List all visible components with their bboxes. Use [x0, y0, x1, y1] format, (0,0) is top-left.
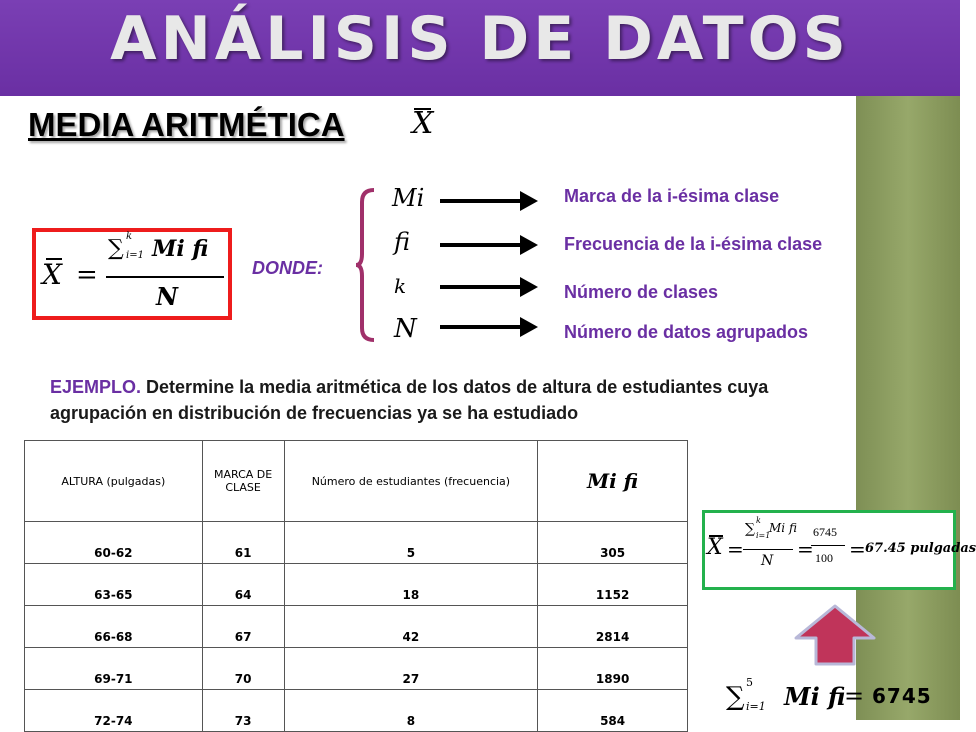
table-cell: 61 [202, 522, 284, 564]
formula-lhs-bar [46, 258, 62, 260]
table-cell: 1152 [538, 564, 688, 606]
sum-total-lower: i=1 [746, 700, 766, 713]
mean-formula-box [32, 228, 232, 320]
slide-title: ANÁLISIS DE DATOS [110, 4, 850, 74]
symbol-n: N [394, 314, 417, 344]
definition-k: Número de clases [564, 282, 719, 302]
table-cell: 2814 [538, 606, 688, 648]
table-cell: 67 [202, 606, 284, 648]
result-denominator: N [761, 553, 774, 569]
formula-sum-lower: i=1 [126, 250, 144, 261]
result-answer: 67.45 pulgadas [865, 541, 976, 556]
sum-total-equals: = [844, 682, 865, 710]
formula-numerator-terms: Mi fi [152, 236, 209, 262]
table-cell: 305 [538, 522, 688, 564]
arrow-right-icon [440, 274, 540, 300]
arrow-right-icon [440, 314, 540, 340]
table-row [25, 606, 688, 648]
result-fraction-bar-1 [743, 549, 793, 550]
result-formula-box [702, 510, 976, 590]
result-value-den: 100 [815, 551, 833, 565]
formula-fraction-bar [106, 276, 224, 278]
sum-total-symbol: ∑ [726, 682, 745, 712]
result-sum-lower: i=1 [756, 531, 771, 540]
table-row [25, 522, 688, 564]
table-cell: 27 [284, 648, 538, 690]
result-equals-1: = [727, 537, 744, 561]
table-cell: 70 [202, 648, 284, 690]
result-fraction-bar-2 [811, 545, 845, 546]
table-cell: 584 [538, 690, 688, 732]
table-row [25, 648, 688, 690]
column-header-altura: ALTURA (pulgadas) [25, 441, 203, 522]
definitions-bracket [356, 188, 376, 342]
definition-n: Número de datos agrupados [564, 322, 809, 342]
formula-lhs: X [42, 258, 62, 291]
symbol-k: k [394, 274, 407, 298]
table-cell: 42 [284, 606, 538, 648]
formula-sum-symbol: ∑ [108, 236, 124, 261]
table-cell: 72-74 [25, 690, 203, 732]
up-arrow-icon [794, 604, 876, 666]
sum-total-upper: 5 [746, 676, 753, 689]
definition-mi: Marca de la i-ésima clase [564, 186, 780, 206]
result-sum-upper: k [756, 516, 761, 525]
arrow-right-icon [440, 232, 540, 258]
table-cell: 8 [284, 690, 538, 732]
table-cell: 64 [202, 564, 284, 606]
result-equals-3: = [849, 537, 866, 561]
formula-equals: = [76, 260, 98, 290]
section-heading: MEDIA ARITMÉTICA [28, 106, 345, 143]
frequency-table [24, 440, 688, 732]
table-row [25, 564, 688, 606]
symbol-mi: Mi [392, 184, 425, 212]
table-cell: 18 [284, 564, 538, 606]
result-lhs-bar [709, 535, 723, 537]
table-cell: 73 [202, 690, 284, 732]
arrow-right-icon [440, 188, 540, 214]
sum-total-value: 6745 [872, 684, 932, 708]
sum-total-terms: Mi fi [784, 682, 846, 711]
formula-sum-upper: k [126, 231, 133, 242]
example-lead: EJEMPLO. [50, 377, 142, 397]
example-text: Determine la media aritmética de los datos de altura de estudiantes cuya agrupación en distribución de frecuencias ya se ha estudiado [50, 377, 769, 423]
result-sum-symbol: ∑ [745, 521, 755, 537]
donde-label: DONDE: [252, 258, 323, 278]
column-header-marca: MARCA DE CLASE [202, 441, 284, 522]
table-cell: 63-65 [25, 564, 203, 606]
table-cell: 60-62 [25, 522, 203, 564]
column-header-frecuencia: Número de estudiantes (frecuencia) [284, 441, 538, 522]
table-cell: 1890 [538, 648, 688, 690]
table-header-row [25, 441, 688, 522]
definition-fi: Frecuencia de la i-ésima clase [564, 234, 823, 254]
table-row [25, 690, 688, 732]
formula-denominator: N [156, 282, 178, 311]
column-header-mifi: Mi fi [538, 441, 688, 522]
result-value-num: 6745 [813, 525, 837, 539]
result-terms: Mi fi [769, 521, 797, 535]
table-cell: 66-68 [25, 606, 203, 648]
mean-symbol: X [412, 106, 434, 141]
example-paragraph [50, 374, 850, 426]
symbol-fi: fi [394, 228, 411, 256]
result-equals-2: = [797, 537, 814, 561]
table-cell: 5 [284, 522, 538, 564]
table-cell: 69-71 [25, 648, 203, 690]
result-lhs: X [707, 535, 723, 560]
